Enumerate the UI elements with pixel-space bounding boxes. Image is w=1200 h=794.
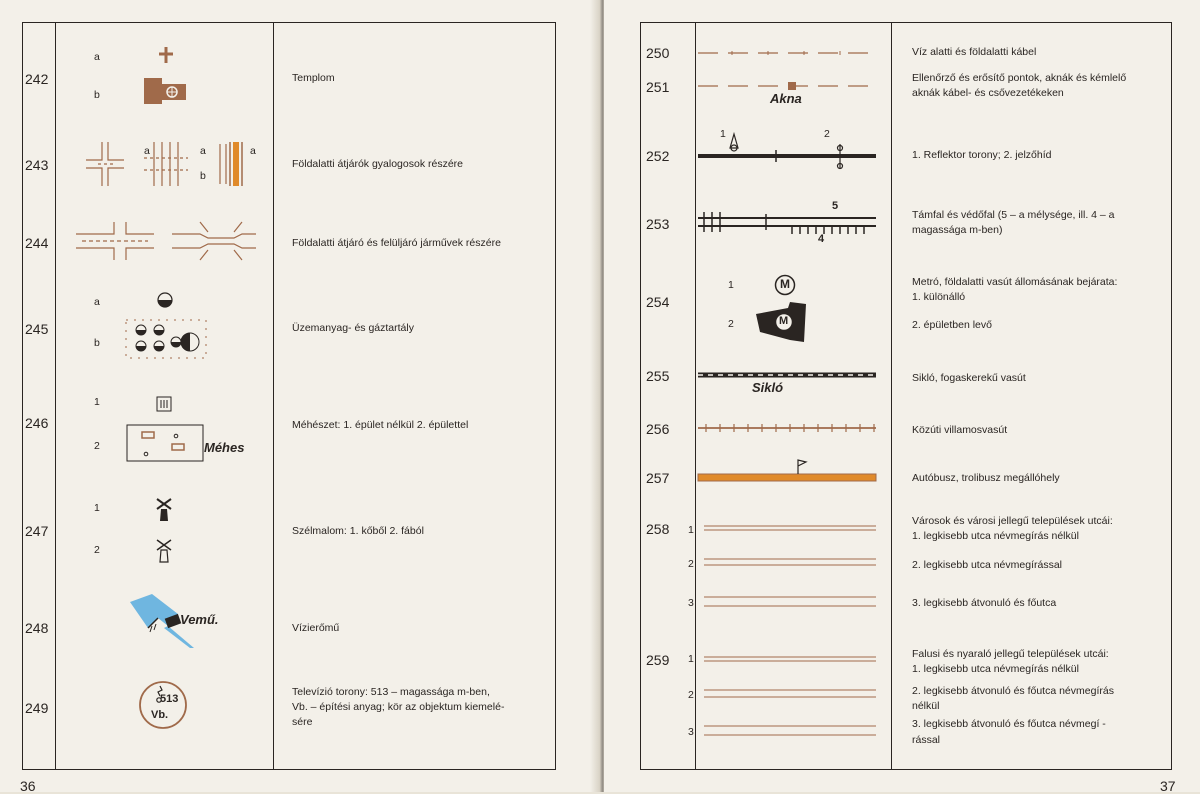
- entry-number: 245: [25, 321, 49, 337]
- variant-label: 2: [94, 544, 100, 556]
- variant-label: 2: [688, 558, 694, 570]
- entry-description: Földalatti átjárók gyalogosok részére: [292, 158, 464, 170]
- funicular-line: [696, 370, 878, 380]
- entry-number: 244: [25, 235, 49, 251]
- tv-tower-material-label: Vb.: [151, 709, 169, 721]
- vehicle-underpass-overpass-icon: [74, 220, 259, 262]
- variant-label: 1: [688, 653, 694, 665]
- pedestrian-underpass-icon: [84, 140, 254, 190]
- variant-label: a: [200, 145, 206, 157]
- entry-number: 249: [25, 700, 49, 716]
- tv-tower-icon: [138, 680, 188, 730]
- entry-description-line: Városok és városi jellegű települések utcái:: [912, 515, 1113, 527]
- symbol-label: Sikló: [752, 380, 784, 395]
- variant-label: 3: [688, 597, 694, 609]
- entry-description-line: Ellenőrző és erősítő pontok, aknák és kémlelő: [912, 72, 1127, 84]
- entry-number: 256: [646, 421, 670, 437]
- entry-description-line: Televízió torony: 513 – magassága m-ben,: [292, 686, 490, 698]
- metro-m-label: M: [780, 277, 790, 291]
- entry-number: 253: [646, 216, 670, 232]
- entry-description: Autóbusz, trolibusz megállóhely: [912, 472, 1060, 484]
- entry-description-line: aknák kábel- és csővezetékeken: [912, 87, 1064, 99]
- entry-description-line: Falusi és nyaraló jellegű települések utcái:: [912, 648, 1109, 660]
- apiary-icon: [156, 396, 172, 412]
- entry-number: 259: [646, 652, 670, 668]
- entry-description: Méhészet: 1. épület nélkül 2. épülettel: [292, 419, 469, 431]
- tv-tower-height-label: 513: [160, 693, 179, 705]
- variant-label: a: [144, 145, 150, 157]
- city-street-line-2: [702, 557, 878, 567]
- entry-description-line: 2. legkisebb utca névmegírással: [912, 559, 1062, 571]
- entry-description: Templom: [292, 72, 335, 84]
- entry-description-line: magassága m-ben): [912, 224, 1003, 236]
- entry-number: 246: [25, 415, 49, 431]
- variant-label: a: [94, 51, 100, 63]
- village-street-line-3: [702, 724, 878, 738]
- village-street-line-1: [702, 654, 878, 664]
- symbol-label: Méhes: [204, 440, 245, 455]
- apiary-building-icon: [126, 424, 204, 462]
- entry-description: Vízierőmű: [292, 622, 340, 634]
- reflector-tower-signal-bridge-line: [696, 128, 878, 170]
- entry-description-line: 3. legkisebb átvonuló és főutca: [912, 597, 1057, 609]
- entry-description-line: sére: [292, 716, 313, 728]
- variant-label: 1: [94, 502, 100, 514]
- village-street-line-2: [702, 688, 878, 700]
- tramway-line: [696, 422, 878, 434]
- entry-number: 251: [646, 79, 670, 95]
- wooden-windmill-icon: [155, 538, 173, 564]
- gas-tank-group-icon: [124, 318, 208, 360]
- metro-m-label: M: [779, 315, 789, 327]
- entry-number: 247: [25, 523, 49, 539]
- symbol-label: Akna: [770, 91, 802, 106]
- symbol-label: Vemű.: [180, 612, 219, 627]
- entry-description-line: rással: [912, 734, 941, 746]
- entry-description: Üzemanyag- és gáztartály: [292, 322, 414, 334]
- church-cross-icon: [156, 45, 176, 65]
- left-page: [0, 0, 598, 792]
- city-street-line-3: [702, 595, 878, 609]
- entry-description: 1. Reflektor torony; 2. jelzőhíd: [912, 149, 1052, 161]
- entry-number: 257: [646, 470, 670, 486]
- wall-height-label: 4: [818, 233, 825, 245]
- variant-label: b: [94, 337, 100, 349]
- variant-label: 1: [688, 524, 694, 536]
- entry-description-line: Metró, földalatti vasút állomásának bejárata:: [912, 276, 1118, 288]
- page-number: 37: [1160, 778, 1176, 794]
- entry-number: 254: [646, 294, 670, 310]
- entry-number: 248: [25, 620, 49, 636]
- city-street-line-1: [702, 523, 878, 533]
- variant-label: 2: [688, 689, 694, 701]
- variant-label: 1: [720, 128, 726, 140]
- entry-description-line: 1. legkisebb utca névmegírás nélkül: [912, 530, 1079, 542]
- right-page: [604, 0, 1200, 792]
- entry-description: Víz alatti és földalatti kábel: [912, 46, 1037, 58]
- variant-label: a: [250, 145, 256, 157]
- entry-description-line: 2. legkisebb átvonuló és főutca névmegírás: [912, 685, 1114, 697]
- entry-description-line: 1. különálló: [912, 291, 966, 303]
- entry-description: Földalatti átjáró és felüljáró járművek részére: [292, 237, 501, 249]
- variant-label: 3: [688, 726, 694, 738]
- entry-number: 242: [25, 71, 49, 87]
- left-table-frame: [22, 22, 556, 770]
- retaining-wall-line: [696, 208, 878, 238]
- entry-description-line: Támfal és védőfal (5 – a mélysége, ill. 4 – a: [912, 209, 1115, 221]
- entry-description-line: nélkül: [912, 700, 940, 712]
- entry-description-line: Vb. – építési anyag; kör az objektum kiemelé-: [292, 701, 505, 713]
- entry-description-line: 1. legkisebb utca névmegírás nélkül: [912, 663, 1079, 675]
- stone-windmill-icon: [155, 497, 173, 523]
- variant-label: 2: [94, 440, 100, 452]
- underground-cable-line: [696, 48, 876, 58]
- bus-stop-icon: [696, 458, 878, 486]
- entry-description-line: 2. épületben levő: [912, 319, 992, 331]
- variant-label: 2: [728, 318, 734, 330]
- entry-description-line: 3. legkisebb átvonuló és főutca névmegí -: [912, 718, 1106, 730]
- entry-description: Közúti villamosvasút: [912, 424, 1008, 436]
- page-number: 36: [20, 778, 36, 794]
- entry-number: 252: [646, 148, 670, 164]
- variant-label: 1: [94, 396, 100, 408]
- entry-number: 250: [646, 45, 670, 61]
- entry-number: 243: [25, 157, 49, 173]
- variant-label: a: [94, 296, 100, 308]
- church-building-icon: [142, 76, 192, 106]
- variant-label: b: [94, 89, 100, 101]
- fuel-tank-icon: [156, 291, 174, 309]
- wall-depth-label: 5: [832, 200, 839, 212]
- entry-description: Sikló, fogaskerekű vasút: [912, 372, 1026, 384]
- variant-label: 1: [728, 279, 734, 291]
- entry-number: 255: [646, 368, 670, 384]
- entry-description: Szélmalom: 1. kőből 2. fából: [292, 525, 424, 537]
- variant-label: 2: [824, 128, 830, 140]
- variant-label: b: [200, 170, 206, 182]
- entry-number: 258: [646, 521, 670, 537]
